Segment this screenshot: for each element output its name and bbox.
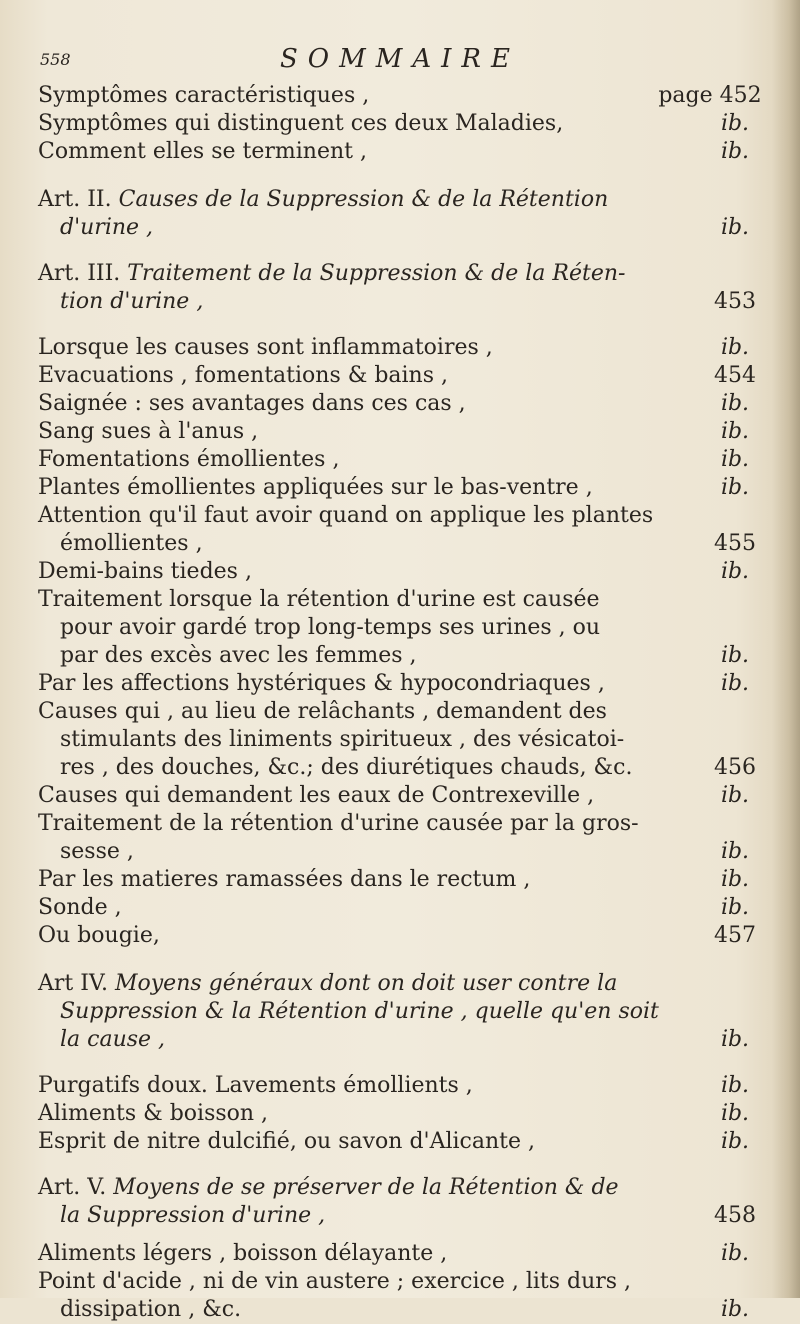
entry-page: ib. [720, 1241, 750, 1266]
entry-page: ib. [720, 783, 750, 808]
entry-text: Esprit de nitre dulcifié, ou savon d'Alicante , [38, 1129, 536, 1154]
entry-text: Comment elles se terminent , [38, 139, 367, 164]
article-title-cont: d'urine , [60, 215, 154, 240]
entry-text [38, 502, 688, 558]
entry-line-cont: par des excès avec les femmes , [60, 643, 417, 668]
entry-page: ib. [720, 335, 750, 360]
entry-line: Attention qu'il faut avoir quand on applique les plantes [38, 503, 654, 528]
page-header [0, 38, 800, 78]
entry-page: ib. [720, 1297, 750, 1322]
entry-page: ib. [720, 671, 750, 696]
entry-text [38, 1268, 688, 1324]
article-title-cont: tion d'urine , [60, 289, 204, 314]
entry-line-cont: dissipation , &c. [60, 1297, 242, 1322]
entry-page: ib. [720, 895, 750, 920]
entry-page: ib. [720, 1101, 750, 1126]
entry-text [38, 586, 688, 670]
entry-text: Symptômes caractéristiques , [38, 83, 370, 108]
entry-page: 458 [714, 1203, 756, 1228]
entry-page: ib. [720, 111, 750, 136]
entry-page: 455 [714, 531, 756, 556]
article-number: Art. III. [38, 261, 121, 286]
entry-text: Lorsque les causes sont inflammatoires , [38, 335, 493, 360]
entry-page: ib. [720, 475, 750, 500]
entry-line: Traitement de la rétention d'urine causée par la gros- [38, 811, 639, 836]
entry-text: Purgatifs doux. Lavements émollients , [38, 1073, 473, 1098]
entry-text: Aliments légers , boisson délayante , [38, 1241, 448, 1266]
entry-page: ib. [720, 447, 750, 472]
article-number: Art IV. [38, 971, 108, 996]
entry-text: Causes qui demandent les eaux de Contrexeville , [38, 783, 595, 808]
entry-page: 453 [714, 289, 756, 314]
entry-line: Point d'acide , ni de vin austere ; exercice , lits durs , [38, 1269, 632, 1294]
entry-text [38, 698, 688, 782]
page-number: 558 [40, 50, 71, 69]
entry-page: 454 [714, 363, 756, 388]
entry-text: Saignée : ses avantages dans ces cas , [38, 391, 466, 416]
entry-page: 456 [714, 755, 756, 780]
entry-text: Demi-bains tiedes , [38, 559, 252, 584]
entry-line-cont: stimulants des liniments spiritueux , des vésicatoi- [60, 727, 625, 752]
entry-page: page 452 [658, 83, 762, 108]
entry-page: ib. [720, 215, 750, 240]
entry-page: ib. [720, 643, 750, 668]
entry-line-cont: sesse , [60, 839, 134, 864]
entry-page: ib. [720, 419, 750, 444]
article-title: Moyens de se préserver de la Rétention & de [113, 1175, 619, 1200]
entry-text: Plantes émollientes appliquées sur le bas-ventre , [38, 475, 593, 500]
entry-line-cont: pour avoir gardé trop long-temps ses urines , ou [60, 615, 601, 640]
article-number: Art. V. [38, 1175, 107, 1200]
entry-page: ib. [720, 559, 750, 584]
entry-text: Par les matieres ramassées dans le rectum , [38, 867, 531, 892]
entry-text [38, 186, 688, 242]
article-title-cont: Suppression & la Rétention d'urine , quelle qu'en soit [60, 999, 659, 1024]
entry-text: Fomentations émollientes , [38, 447, 340, 472]
entry-text [38, 260, 688, 316]
entry-line: Causes qui , au lieu de relâchants , demandent des [38, 699, 607, 724]
article-title: Traitement de la Suppression & de la Réten- [127, 261, 626, 286]
entry-text: Aliments & boisson , [38, 1101, 269, 1126]
entry-page: ib. [720, 839, 750, 864]
entry-line: Traitement lorsque la rétention d'urine est causée [38, 587, 600, 612]
entry-text [38, 970, 688, 1054]
article-title-cont: la Suppression d'urine , [60, 1203, 326, 1228]
article-title-cont: la cause , [60, 1027, 166, 1052]
entry-page: ib. [720, 1027, 750, 1052]
entry-page: ib. [720, 867, 750, 892]
entry-text [38, 810, 688, 866]
entry-text: Evacuations , fomentations & bains , [38, 363, 448, 388]
entry-text [38, 1174, 688, 1230]
article-title: Moyens généraux dont on doit user contre la [114, 971, 618, 996]
entry-text: Par les affections hystériques & hypocondriaques , [38, 671, 605, 696]
article-number: Art. II. [38, 187, 112, 212]
entry-text: Ou bougie, [38, 923, 160, 948]
entry-page: ib. [720, 1129, 750, 1154]
entry-text: Sonde , [38, 895, 122, 920]
entry-page: ib. [720, 139, 750, 164]
page-edge-shadow [772, 0, 800, 1298]
entry-page: 457 [714, 923, 756, 948]
article-title: Causes de la Suppression & de la Rétention [118, 187, 609, 212]
entry-page: ib. [720, 1073, 750, 1098]
entry-line-cont: res , des douches, &c.; des diurétiques chauds, &c. [60, 755, 633, 780]
entry-text: Sang sues à l'anus , [38, 419, 259, 444]
entry-page: ib. [720, 391, 750, 416]
entry-text: Symptômes qui distinguent ces deux Maladies, [38, 111, 564, 136]
entry-line-cont: émollientes , [60, 531, 203, 556]
running-title: SOMMAIRE [280, 44, 520, 74]
